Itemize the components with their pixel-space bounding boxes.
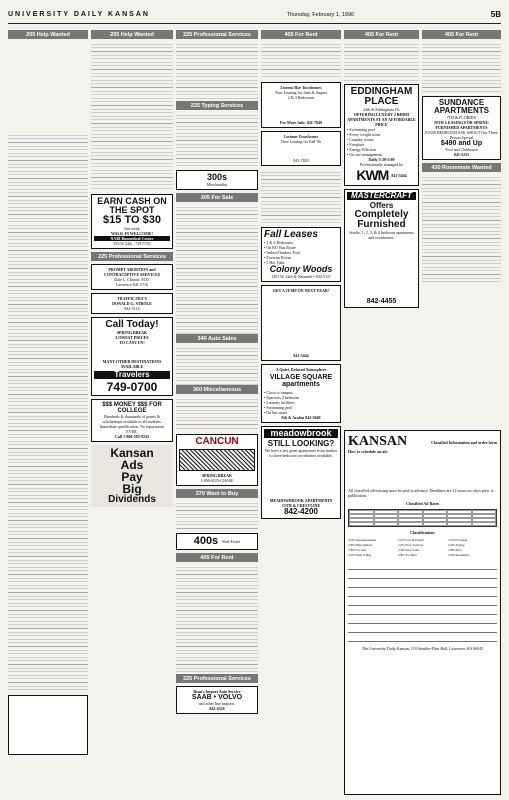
fall-l5: • 3 Hot Tubs (264, 260, 285, 265)
form-line[interactable] (348, 590, 497, 597)
column-3 (176, 30, 258, 795)
form-line[interactable] (348, 617, 497, 624)
classification-option[interactable]: □ 305 For Sale (348, 548, 397, 552)
beau-phone: 842-4320 (209, 706, 225, 711)
merch-number: 300s (206, 172, 228, 182)
call-today-sub3: TO CANCUN! (119, 340, 145, 345)
classified-listings (176, 345, 258, 385)
sundance-rent: $490 and Up (440, 140, 483, 147)
classification-option[interactable]: □ 430 Roommate (448, 553, 497, 557)
eddingham-addr: 24th & Eddingham Dr. (363, 107, 400, 112)
cancun-graphic (179, 449, 255, 471)
call-today-title: Call Today! (105, 319, 159, 330)
call-today-sub1: SPRING BREAK (116, 330, 148, 335)
section-header: 225 Professional Services (176, 30, 258, 39)
classification-option[interactable]: □ 235 Typing (448, 543, 497, 547)
column-4 (261, 30, 341, 795)
leanna-sub: Now Leasing for June & August (275, 90, 327, 95)
sundance-pool: Pool and Clubhouse (445, 147, 478, 152)
classified-listings (8, 132, 88, 692)
village-title: A Quiet, Relaxed Atmosphere (275, 367, 327, 372)
section-header: 405 For Rent (176, 553, 258, 562)
form-footer: The University Daily Kansan, 119 Stauffer-Flint Hall, Lawrence, KS 66045 (361, 646, 484, 651)
meadowbrook-ad (261, 426, 341, 519)
call-today-many: MANY OTHER DESTINATIONS AVAILABLE (102, 359, 162, 369)
eddingham-l2: • Every weight room (347, 132, 381, 137)
form-line[interactable] (348, 608, 497, 615)
earn-cash-ad (91, 194, 173, 249)
beau-brands: SAAB • VOLVO (191, 694, 243, 701)
traffic-office: DONALD G. STROLE (112, 301, 152, 306)
meadowbrook-title: STILL LOOKING? (267, 439, 335, 448)
rates-table (348, 509, 497, 527)
section-header: 430 Roommate Wanted (422, 163, 501, 172)
form-line[interactable] (348, 563, 497, 570)
cancun-phone: 1-800-SUN-CHASE (200, 478, 234, 483)
fall-l2: • On KU Bus Route (264, 245, 296, 250)
leanna-features (264, 100, 338, 120)
dividends-line-3: Pay (121, 470, 143, 484)
traffic-phone: 842-5116 (124, 306, 140, 311)
mastercraft-completely: Completely Furnished (354, 209, 409, 230)
eddingham-phone: 841-5444 (391, 172, 407, 178)
eddingham-managed: Professionally managed by (359, 162, 404, 167)
classified-listings (91, 41, 173, 191)
jump-phone: 841-5444 (293, 353, 309, 358)
mastercraft-offers: Offers (369, 201, 394, 210)
classified-listings (176, 41, 258, 101)
section-header: 370 Want to Buy (176, 489, 258, 498)
colony-woods-logo: Colony Woods (269, 264, 333, 274)
earn-cash-amount: $15 TO $30 (103, 214, 161, 226)
earn-cash-title: EARN CASH ON THE SPOT (97, 196, 167, 215)
eddingham-l3: • Laundry rooms (347, 137, 374, 142)
form-rates-header: Classified Ad Rates (405, 501, 440, 506)
sundance-furnished: FURNISHED APARTMENTS (435, 125, 488, 130)
lorimar-features (264, 144, 338, 158)
village-l4: • Swimming pool (264, 405, 293, 410)
section-header: 405 For Rent (261, 30, 341, 39)
section-header: 205 Help Wanted (8, 30, 88, 39)
classification-option[interactable]: □ 340 Auto Sales (398, 548, 447, 552)
dividends-line-1: Kansan (110, 446, 154, 460)
dividends-line-5: Dividends (108, 494, 156, 505)
classified-listings (176, 564, 258, 674)
call-today-phone: 749-0700 (106, 380, 158, 394)
meadowbrook-addr: MEADOWBROOK APARTMENTS (269, 498, 333, 503)
section-header: 205 Help Wanted (91, 30, 173, 39)
mastercraft-logo: MASTERCRAFT (347, 192, 416, 200)
money-body: Hundreds & thousands of grants & scholarships available to all students. Immediate qualification. No repayments EVER. (99, 414, 165, 434)
village-l2: • Spacious 2 bedroom (264, 395, 300, 400)
travelers-logo: Travelers (94, 371, 170, 379)
sundance-phone: 841-5255 (453, 152, 470, 157)
jump-title: GET A JUMP ON NEXT YEAR! (272, 288, 330, 293)
kwm-logo: KWM (356, 167, 389, 183)
money-for-college-ad (91, 399, 173, 442)
form-line[interactable] (348, 626, 497, 633)
meadowbrook-features (264, 458, 338, 498)
newspaper-title: UNIVERSITY DAILY KANSAN (8, 11, 150, 18)
classified-text-block (8, 41, 88, 131)
page-number: 5B (490, 10, 501, 19)
eddingham-title: EDDINGHAM PLACE (350, 86, 413, 107)
classification-checklist[interactable] (348, 538, 497, 557)
sundance-four: FOUR BEDROOM ASK ABOUT Our Three Person Special (425, 130, 498, 140)
masthead (8, 6, 501, 24)
lorimar-ad (261, 131, 341, 166)
get-a-jump-ad (261, 285, 341, 361)
classification-option[interactable]: □ 405 For Rent (398, 553, 447, 557)
meadowbrook-phone: 842-4200 (284, 507, 318, 516)
prompt-phone: Lawrence 841-5716 (115, 282, 149, 287)
classified-listings (422, 41, 501, 93)
village-l1: • Close to campus (264, 390, 293, 395)
section-header: 225 Professional Services (176, 674, 258, 683)
kansan-dividends-ad (91, 445, 173, 507)
village-square-ad (261, 364, 341, 423)
classification-option[interactable]: □ 110 Personals (448, 538, 497, 542)
meadowbrook-sub: We have a few great apartments from studios to three bedroom townhomes available. (264, 448, 338, 458)
call-today-sub2: LOWEST PRICES (115, 335, 149, 340)
lorimar-title: Lorimar Townhomes (283, 134, 319, 139)
eddingham-l4: • Fireplace (347, 142, 365, 147)
column-5 (344, 30, 419, 430)
cancun-sub: SPRING BREAK (201, 473, 233, 478)
sundance-addr: 7TH & FLORIDA (446, 115, 477, 120)
lorimar-sub: Now Leasing for Fall '96 (280, 139, 322, 144)
classification-option[interactable]: □ 100 Announcements (348, 538, 397, 542)
earn-cash-org: NABI Biomedical Center (94, 236, 170, 241)
form-line[interactable] (348, 581, 497, 588)
mastercraft-locations (347, 240, 416, 298)
classified-listings (176, 112, 258, 167)
prompt-line-1: PROMPT ABORTION and (108, 267, 156, 272)
earn-cash-address: 816 W 24th 749-5750 (113, 241, 151, 246)
section-header: 340 Auto Sales (176, 334, 258, 343)
dividends-line-2: Ads (120, 458, 144, 472)
earn-cash-sub: this week (124, 226, 140, 231)
village-l5: • On bus route (264, 410, 288, 415)
form-title: Classified Information and order form (431, 440, 497, 445)
money-title: $$$ MONEY $$$ FOR COLLEGE (102, 402, 162, 414)
section-header: 405 For Rent (422, 30, 501, 39)
meadowbrook-logo: meadowbrook (264, 429, 338, 438)
column-1 (8, 30, 88, 795)
village-l3: • Laundry facilities (264, 400, 295, 405)
classified-order-form (344, 430, 501, 795)
leanna-beds: 2 & 3 Bedrooms (287, 95, 315, 100)
leanna-mar-ad (261, 82, 341, 128)
classified-listings (422, 174, 501, 284)
beau-import-ad (176, 686, 258, 714)
fall-addr: 1301 W. 24th & Naismith • 842-5111 (271, 274, 331, 279)
fall-leases-ad (261, 227, 341, 282)
classified-listings (176, 500, 258, 530)
issue-date: Thursday, February 1, 1996 (286, 11, 355, 18)
fall-title: Fall Leases (264, 229, 318, 240)
village-logo: VILLAGE SQUARE apartments (269, 374, 333, 388)
column-6 (422, 30, 501, 430)
eddingham-l6: • On site management (347, 152, 383, 157)
mastercraft-ad (344, 189, 419, 308)
mastercraft-phone: 842-4455 (366, 298, 397, 305)
form-line[interactable] (348, 599, 497, 606)
prompt-doctor: Dale L. Clinton, M.D. (114, 277, 150, 282)
eddingham-sub: OFFERING LUXURY 2 BDRM APARTMENTS AT AN AFFORDABLE PRICE (347, 112, 416, 127)
section-header: 305 For Sale (176, 193, 258, 202)
mastercraft-sub: Studio, 1, 2, 3, & 4 bedroom apartments and townhomes. (349, 230, 414, 240)
cancun-ad (176, 434, 258, 486)
classified-listings (344, 41, 419, 81)
traffic-title: TRAFFIC-DUI'S (117, 296, 147, 301)
column-2 (91, 30, 173, 795)
beau-more: and other fine imports. (198, 701, 236, 706)
fall-l3: • Indoor/Outdoor Pool (264, 250, 300, 255)
dividends-line-4: Big (122, 482, 142, 496)
form-note: All classified advertising must be paid in advance. Deadlines are 12 noon two days prior to publication. (348, 488, 494, 498)
money-phone: Call 1-800-585-8243 (114, 434, 150, 439)
eddingham-ad (344, 84, 419, 186)
fall-l4: • Exercise Room (264, 255, 291, 260)
small-display-ad (8, 695, 88, 755)
prompt-line-2: CONTRACEPTIVE SERVICES (104, 272, 160, 277)
merchandise-box (176, 170, 258, 190)
classified-listings (261, 169, 341, 224)
leanna-title: Leanna Mar Townhomes (280, 85, 322, 90)
sundance-title: SUNDANCE APARTMENTS (434, 98, 489, 115)
call-today-ad (91, 317, 173, 396)
form-how-to: How to schedule an ad: (348, 449, 388, 454)
prompt-abortion-ad (91, 264, 173, 290)
classified-listings (176, 396, 258, 431)
jump-features (264, 293, 338, 353)
leanna-phone: For More Info: 841-7849 (279, 120, 323, 125)
classification-option[interactable]: □ 360 Misc. (448, 548, 497, 552)
section-header: 360 Miscellaneous (176, 385, 258, 394)
eddingham-l1: • Swimming pool (347, 127, 376, 132)
form-instructions (348, 454, 497, 488)
fall-l1: • 1 & 2 Bedrooms (264, 240, 293, 245)
section-header: 405 For Rent (344, 30, 419, 39)
classification-option[interactable]: □ 105 Lost & Found (398, 538, 447, 542)
meadowbrook-addr2: 15TH & CRESTLINE (281, 503, 321, 508)
beau-title: Beau's Import Auto Service (193, 689, 241, 694)
real-estate-label: Real Estate (222, 539, 241, 544)
section-header: 235 Typing Services (176, 101, 258, 110)
form-logo: KANSAN (348, 434, 408, 449)
lorimar-phone: 841-7849 (293, 158, 309, 163)
eddingham-hours: Daily 3:30-5:00 (368, 157, 395, 162)
classified-listings (261, 41, 341, 79)
classification-option[interactable]: □ 370 Want to Buy (348, 553, 397, 557)
earn-cash-walkin: WALK-IN WELCOME! (110, 231, 154, 236)
cancun-title: CANCUN (195, 436, 239, 447)
classification-option[interactable]: □ 225 Prof. Services (398, 543, 447, 547)
section-header: 225 Professional Services (91, 252, 173, 261)
real-estate-number: 400s (193, 535, 219, 547)
form-categories-header: Classifications (410, 530, 435, 535)
classified-listings (176, 204, 258, 334)
eddingham-l5: • Energy Efficient (347, 147, 376, 152)
form-line[interactable] (348, 635, 497, 642)
sundance-ad (422, 96, 501, 160)
real-estate-box (176, 533, 258, 550)
traffic-dui-ad (91, 293, 173, 314)
form-line[interactable] (348, 572, 497, 579)
classification-option[interactable]: □ 205 Help Wanted (348, 543, 397, 547)
village-addr: 9th & Avalon 842-3040 (281, 415, 321, 420)
merch-label: Merchandise (206, 182, 228, 187)
sundance-sub: NOW LEASING FOR SPRING (434, 120, 489, 125)
